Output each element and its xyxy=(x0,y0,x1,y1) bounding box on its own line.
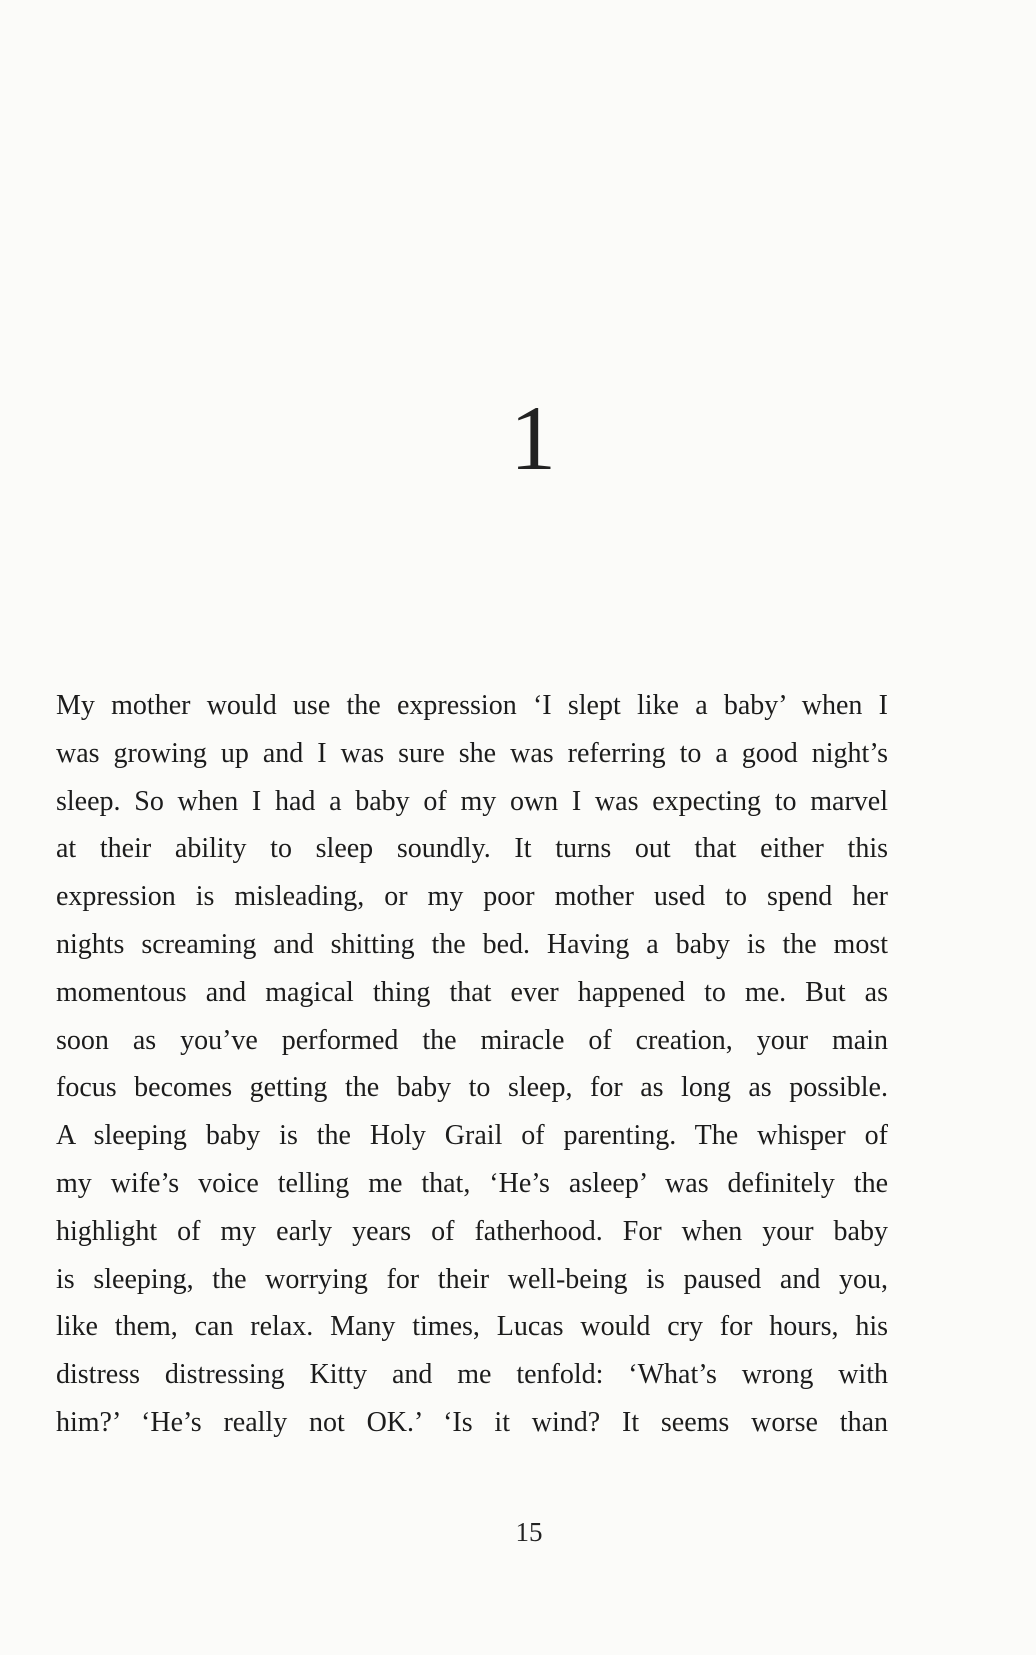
text-line: is sleeping, the worrying for their well-being is paused and you, xyxy=(56,1263,888,1295)
text-line: highlight of my early years of fatherhood. For when your baby xyxy=(56,1215,888,1247)
text-line: My mother would use the expression ‘I slept like a baby’ when I xyxy=(56,690,888,721)
page-number: 15 xyxy=(515,1517,543,1547)
text-line: was growing up and I was sure she was referring to a good night’s xyxy=(56,737,888,769)
text-line: like them, can relax. Many times, Lucas would cry for hours, his xyxy=(56,1311,888,1343)
body-paragraph xyxy=(56,682,888,1447)
text-line: momentous and magical thing that ever happened to me. But as xyxy=(56,976,888,1008)
text-line: at their ability to sleep soundly. It turns out that either this xyxy=(56,833,888,865)
text-line: my wife’s voice telling me that, ‘He’s asleep’ was definitely the xyxy=(56,1167,888,1199)
text-line: soon as you’ve performed the miracle of creation, your main xyxy=(56,1024,888,1056)
chapter-number: 1 xyxy=(510,387,556,489)
text-line: nights screaming and shitting the bed. Having a baby is the most xyxy=(56,928,888,960)
text-line: him?’ ‘He’s really not OK.’ ‘Is it wind? It seems worse than xyxy=(56,1406,888,1438)
text-line: expression is misleading, or my poor mother used to spend her xyxy=(56,881,888,913)
text-line: sleep. So when I had a baby of my own I was expecting to marvel xyxy=(56,785,888,817)
text-line: A sleeping baby is the Holy Grail of parenting. The whisper of xyxy=(56,1120,888,1152)
text-line: focus becomes getting the baby to sleep, for as long as possible. xyxy=(56,1072,888,1104)
text-line: distress distressing Kitty and me tenfold: ‘What’s wrong with xyxy=(56,1359,888,1391)
